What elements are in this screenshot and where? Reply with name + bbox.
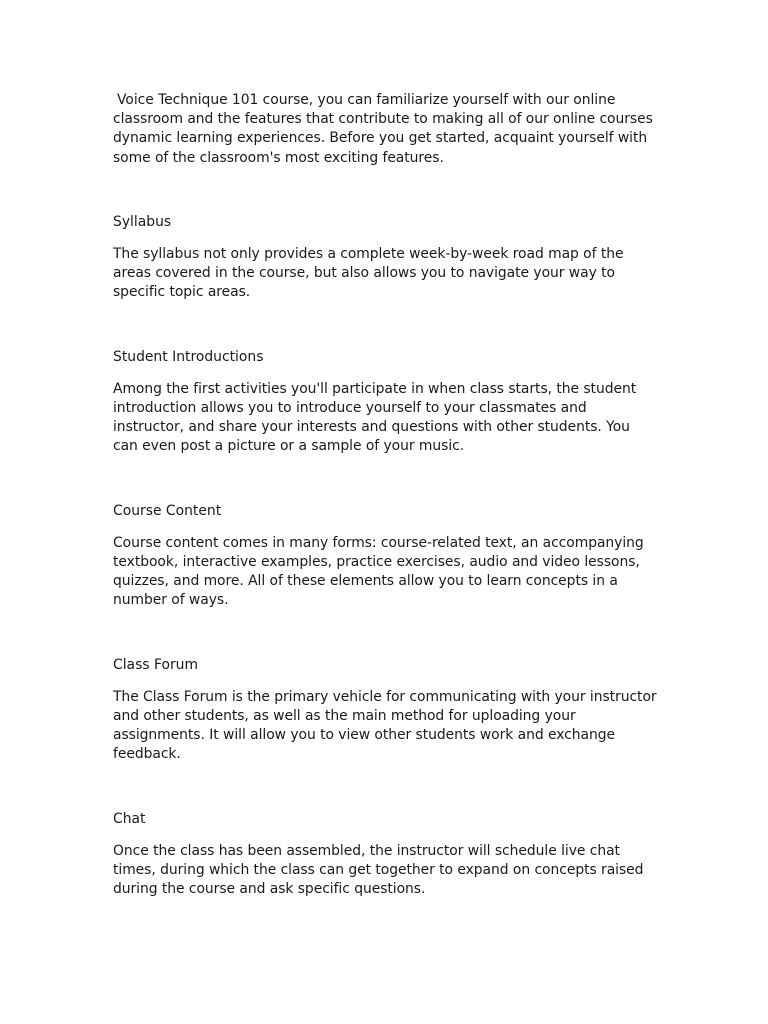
section-body: Among the first activities you'll participate in when class starts, the student introduction allows you to introduce yourself to your classmates and instructor, and share your interests and questions with other students. You can even post a picture or a sample of your music.: [113, 380, 637, 455]
section-heading: Syllabus: [113, 213, 172, 230]
section-heading: Course Content: [113, 502, 222, 519]
section-heading: Class Forum: [113, 656, 198, 673]
section-body: Course content comes in many forms: course-related text, an accompanying textbook, interactive examples, practice exercises, audio and video lessons, quizzes, and more. All of these elements allow you to learn concepts in a number of ways.: [113, 534, 644, 609]
section-syllabus: [113, 213, 658, 303]
section-body: Once the class has been assembled, the instructor will schedule live chat times, during which the class can get together to expand on concepts raised during the course and ask specific questions.: [113, 842, 644, 898]
section-course-content: [113, 502, 658, 611]
section-class-forum: [113, 656, 658, 765]
section-student-introductions: [113, 348, 658, 457]
section-body: The Class Forum is the primary vehicle for communicating with your instructor and other students, as well as the main method for uploading your assignments. It will allow you to view other students work and exchange feedback.: [113, 688, 657, 763]
document-page: [113, 91, 658, 899]
section-chat: [113, 810, 658, 900]
section-heading: Student Introductions: [113, 348, 264, 365]
section-heading: Chat: [113, 810, 146, 827]
intro-paragraph: Voice Technique 101 course, you can familiarize yourself with our online classroom and the features that contribute to making all of our online courses dynamic learning experiences. Before you get started, acquaint yourself with some of the classroom's most exciting features.: [113, 92, 653, 166]
section-body: The syllabus not only provides a complete week-by-week road map of the areas covered in the course, but also allows you to navigate your way to specific topic areas.: [113, 246, 624, 301]
